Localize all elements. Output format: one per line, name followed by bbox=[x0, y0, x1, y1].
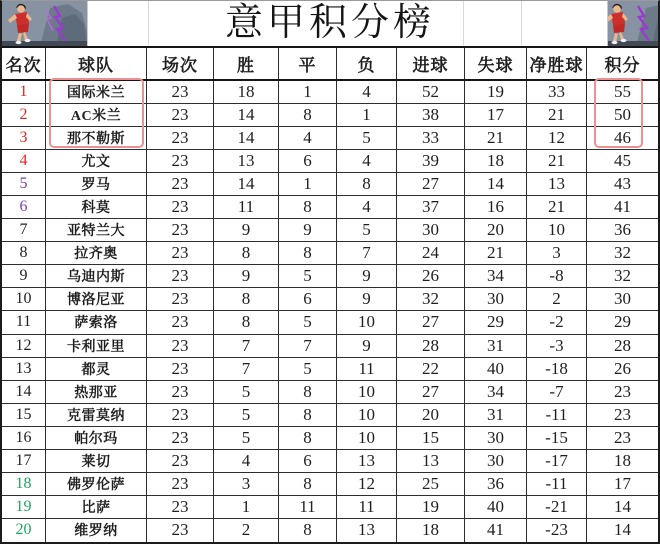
title-spacer bbox=[88, 1, 607, 46]
rank-cell: 8 bbox=[2, 242, 46, 265]
rank-cell: 6 bbox=[2, 196, 46, 219]
played-cell: 23 bbox=[147, 335, 214, 358]
table-row bbox=[2, 288, 658, 311]
team-cell: 都灵 bbox=[46, 358, 147, 381]
points-cell: 26 bbox=[587, 358, 658, 381]
goal_diff-cell: -23 bbox=[527, 519, 587, 542]
rank-cell: 5 bbox=[2, 173, 46, 196]
draws-cell: 6 bbox=[279, 150, 337, 173]
rank-cell: 20 bbox=[2, 519, 46, 542]
wins-cell: 3 bbox=[214, 473, 279, 496]
table-row bbox=[2, 519, 658, 542]
goals_for-cell: 19 bbox=[397, 496, 465, 519]
goals_against-cell: 30 bbox=[465, 288, 527, 311]
draws-cell: 1 bbox=[279, 173, 337, 196]
played-cell: 23 bbox=[147, 288, 214, 311]
rank-cell: 3 bbox=[2, 127, 46, 150]
played-cell: 23 bbox=[147, 450, 214, 473]
played-cell: 23 bbox=[147, 127, 214, 150]
wins-cell: 4 bbox=[214, 450, 279, 473]
points-cell: 14 bbox=[587, 496, 658, 519]
goal_diff-cell: -21 bbox=[527, 496, 587, 519]
table-row bbox=[2, 219, 658, 242]
team-cell: 乌迪内斯 bbox=[46, 265, 147, 288]
column-header-wins: 胜 bbox=[214, 48, 279, 79]
played-cell: 23 bbox=[147, 404, 214, 427]
played-cell: 23 bbox=[147, 81, 214, 104]
played-cell: 23 bbox=[147, 496, 214, 519]
table-row bbox=[2, 173, 658, 196]
goals_for-cell: 27 bbox=[397, 173, 465, 196]
table-row bbox=[2, 381, 658, 404]
played-cell: 23 bbox=[147, 242, 214, 265]
losses-cell: 10 bbox=[337, 404, 397, 427]
goals_against-cell: 40 bbox=[465, 496, 527, 519]
goal_diff-cell: -11 bbox=[527, 404, 587, 427]
table-row bbox=[2, 335, 658, 358]
table-header bbox=[2, 48, 658, 81]
goal_diff-cell: -18 bbox=[527, 358, 587, 381]
goal_diff-cell: 21 bbox=[527, 150, 587, 173]
rank-cell: 16 bbox=[2, 427, 46, 450]
wins-cell: 7 bbox=[214, 335, 279, 358]
played-cell: 23 bbox=[147, 104, 214, 127]
table-row bbox=[2, 404, 658, 427]
wins-cell: 8 bbox=[214, 288, 279, 311]
losses-cell: 4 bbox=[337, 150, 397, 173]
goal_diff-cell: 21 bbox=[527, 104, 587, 127]
goals_for-cell: 18 bbox=[397, 519, 465, 542]
played-cell: 23 bbox=[147, 173, 214, 196]
losses-cell: 9 bbox=[337, 288, 397, 311]
rank-cell: 14 bbox=[2, 381, 46, 404]
points-cell: 29 bbox=[587, 311, 658, 334]
goals_against-cell: 16 bbox=[465, 196, 527, 219]
basketball-artwork-image-left bbox=[2, 1, 88, 46]
wins-cell: 14 bbox=[214, 173, 279, 196]
goal_diff-cell: 12 bbox=[527, 127, 587, 150]
wins-cell: 11 bbox=[214, 196, 279, 219]
goal_diff-cell: 33 bbox=[527, 81, 587, 104]
goals_for-cell: 52 bbox=[397, 81, 465, 104]
team-cell: 那不勒斯 bbox=[46, 127, 147, 150]
goals_for-cell: 26 bbox=[397, 265, 465, 288]
goals_for-cell: 32 bbox=[397, 288, 465, 311]
points-cell: 50 bbox=[587, 104, 658, 127]
goals_against-cell: 31 bbox=[465, 335, 527, 358]
wins-cell: 5 bbox=[214, 427, 279, 450]
goals_against-cell: 21 bbox=[465, 127, 527, 150]
goals_against-cell: 20 bbox=[465, 219, 527, 242]
draws-cell: 6 bbox=[279, 450, 337, 473]
gridline bbox=[148, 1, 149, 45]
rank-cell: 4 bbox=[2, 150, 46, 173]
goals_against-cell: 29 bbox=[465, 311, 527, 334]
goal_diff-cell: 3 bbox=[527, 242, 587, 265]
goals_for-cell: 20 bbox=[397, 404, 465, 427]
draws-cell: 11 bbox=[279, 496, 337, 519]
played-cell: 23 bbox=[147, 381, 214, 404]
title-row bbox=[2, 1, 658, 48]
team-cell: 拉齐奥 bbox=[46, 242, 147, 265]
goals_against-cell: 21 bbox=[465, 242, 527, 265]
played-cell: 23 bbox=[147, 265, 214, 288]
team-cell: 热那亚 bbox=[46, 381, 147, 404]
wins-cell: 1 bbox=[214, 496, 279, 519]
played-cell: 23 bbox=[147, 311, 214, 334]
draws-cell: 1 bbox=[279, 81, 337, 104]
team-cell: AC米兰 bbox=[46, 104, 147, 127]
points-cell: 43 bbox=[587, 173, 658, 196]
rank-cell: 2 bbox=[2, 104, 46, 127]
gridline bbox=[463, 1, 464, 45]
points-cell: 55 bbox=[587, 81, 658, 104]
rank-cell: 17 bbox=[2, 450, 46, 473]
goals_against-cell: 31 bbox=[465, 404, 527, 427]
goal_diff-cell: -2 bbox=[527, 311, 587, 334]
points-cell: 14 bbox=[614, 520, 631, 540]
goals_for-cell: 13 bbox=[397, 450, 465, 473]
points-cell: 17 bbox=[587, 473, 658, 496]
goals_for-cell: 28 bbox=[397, 335, 465, 358]
table-row bbox=[2, 104, 658, 127]
rank-cell: 13 bbox=[2, 358, 46, 381]
draws-cell: 9 bbox=[279, 219, 337, 242]
draws-cell: 8 bbox=[279, 404, 337, 427]
column-header-draws: 平 bbox=[279, 48, 337, 79]
points-cell: 23 bbox=[587, 404, 658, 427]
table-row bbox=[2, 473, 658, 496]
draws-cell: 8 bbox=[279, 427, 337, 450]
goals_for-cell: 38 bbox=[397, 104, 465, 127]
goals_against-cell: 30 bbox=[465, 427, 527, 450]
table-row bbox=[2, 358, 658, 381]
losses-cell: 5 bbox=[337, 219, 397, 242]
goals_for-cell: 27 bbox=[397, 311, 465, 334]
table-row bbox=[2, 450, 658, 473]
draws-cell: 8 bbox=[279, 242, 337, 265]
team-cell: 佛罗伦萨 bbox=[46, 473, 147, 496]
table-body bbox=[2, 81, 658, 542]
team-cell: 国际米兰 bbox=[46, 81, 147, 104]
wins-cell: 14 bbox=[214, 127, 279, 150]
wins-cell: 9 bbox=[214, 219, 279, 242]
table-row bbox=[2, 150, 658, 173]
goals_for-cell: 24 bbox=[397, 242, 465, 265]
wins-cell: 18 bbox=[214, 81, 279, 104]
goals_for-cell: 15 bbox=[397, 427, 465, 450]
losses-cell: 1 bbox=[337, 104, 397, 127]
table-row bbox=[2, 311, 658, 334]
goal_diff-cell: -17 bbox=[527, 450, 587, 473]
column-header-team: 球队 bbox=[46, 48, 147, 79]
played-cell: 23 bbox=[147, 196, 214, 219]
points-cell: 18 bbox=[587, 450, 658, 473]
points-cell: 28 bbox=[587, 335, 658, 358]
team-cell: 克雷莫纳 bbox=[46, 404, 147, 427]
points-cell: 46 bbox=[587, 127, 658, 150]
wins-cell: 2 bbox=[214, 519, 279, 542]
played-cell: 23 bbox=[147, 219, 214, 242]
page-title: 意甲积分榜 bbox=[224, 2, 435, 44]
goals_against-cell: 34 bbox=[465, 381, 527, 404]
goals_against-cell: 19 bbox=[465, 81, 527, 104]
team-cell: 尤文 bbox=[46, 150, 147, 173]
goals_against-cell: 40 bbox=[465, 358, 527, 381]
draws-cell: 8 bbox=[279, 381, 337, 404]
draws-cell: 4 bbox=[279, 127, 337, 150]
table-row bbox=[2, 81, 658, 104]
goals_against-cell: 17 bbox=[465, 104, 527, 127]
goal_diff-cell: 10 bbox=[527, 219, 587, 242]
team-cell: 帕尔玛 bbox=[46, 427, 147, 450]
rank-cell: 9 bbox=[2, 265, 46, 288]
column-header-goals_for: 进球 bbox=[397, 48, 465, 79]
wins-cell: 8 bbox=[214, 242, 279, 265]
wins-cell: 8 bbox=[214, 311, 279, 334]
wins-cell: 14 bbox=[214, 104, 279, 127]
goal_diff-cell: -8 bbox=[527, 265, 587, 288]
goal_diff-cell: -15 bbox=[527, 427, 587, 450]
team-cell: 卡利亚里 bbox=[46, 335, 147, 358]
goal_diff-cell: -3 bbox=[527, 335, 587, 358]
column-header-goal_diff: 净胜球 bbox=[527, 48, 587, 79]
column-header-losses: 负 bbox=[337, 48, 397, 79]
points-cell: 32 bbox=[587, 265, 658, 288]
goals_for-cell: 33 bbox=[397, 127, 465, 150]
table-row bbox=[2, 127, 658, 150]
rank-cell: 11 bbox=[2, 311, 46, 334]
goal_diff-cell: -7 bbox=[527, 381, 587, 404]
rank-cell: 1 bbox=[2, 81, 46, 104]
points-cell: 36 bbox=[587, 219, 658, 242]
goals_for-cell: 22 bbox=[397, 358, 465, 381]
team-cell: 比萨 bbox=[46, 496, 147, 519]
team-cell: 博洛尼亚 bbox=[46, 288, 147, 311]
draws-cell: 8 bbox=[279, 519, 337, 542]
losses-cell: 5 bbox=[337, 127, 397, 150]
table-row bbox=[2, 427, 658, 450]
losses-cell: 11 bbox=[337, 358, 397, 381]
goal_diff-cell: 21 bbox=[527, 196, 587, 219]
draws-cell: 5 bbox=[279, 265, 337, 288]
played-cell: 23 bbox=[147, 150, 214, 173]
column-header-rank: 名次 bbox=[2, 48, 46, 79]
points-cell: 32 bbox=[587, 242, 658, 265]
column-header-played: 场次 bbox=[147, 48, 214, 79]
losses-cell: 10 bbox=[337, 311, 397, 334]
goals_against-cell: 41 bbox=[465, 519, 527, 542]
played-cell: 23 bbox=[147, 427, 214, 450]
losses-cell: 4 bbox=[337, 196, 397, 219]
losses-cell: 4 bbox=[337, 81, 397, 104]
losses-cell: 9 bbox=[337, 265, 397, 288]
draws-cell: 7 bbox=[279, 335, 337, 358]
losses-cell: 10 bbox=[337, 381, 397, 404]
goal_diff-cell: 2 bbox=[527, 288, 587, 311]
losses-cell: 10 bbox=[337, 427, 397, 450]
points-cell: 23 bbox=[587, 381, 658, 404]
team-cell: 科莫 bbox=[46, 196, 147, 219]
points-cell: 30 bbox=[587, 288, 658, 311]
wins-cell: 7 bbox=[214, 358, 279, 381]
rank-cell: 12 bbox=[2, 335, 46, 358]
table-row bbox=[2, 496, 658, 519]
goal_diff-cell: -11 bbox=[527, 473, 587, 496]
goals_for-cell: 27 bbox=[397, 381, 465, 404]
column-header-points: 积分 bbox=[604, 56, 641, 75]
column-header-goals_against: 失球 bbox=[465, 48, 527, 79]
table-row bbox=[2, 196, 658, 219]
team-cell: 莱切 bbox=[46, 450, 147, 473]
goals_for-cell: 37 bbox=[397, 196, 465, 219]
draws-cell: 5 bbox=[279, 311, 337, 334]
played-cell: 23 bbox=[147, 519, 214, 542]
points-cell: 45 bbox=[587, 150, 658, 173]
goals_for-cell: 30 bbox=[397, 219, 465, 242]
rank-cell: 10 bbox=[2, 288, 46, 311]
losses-cell: 13 bbox=[337, 519, 397, 542]
losses-cell: 12 bbox=[337, 473, 397, 496]
goals_against-cell: 36 bbox=[465, 473, 527, 496]
team-cell: 萨索洛 bbox=[46, 311, 147, 334]
wins-cell: 9 bbox=[214, 265, 279, 288]
wins-cell: 13 bbox=[214, 150, 279, 173]
goals_for-cell: 25 bbox=[397, 473, 465, 496]
team-cell: 维罗纳 bbox=[46, 519, 147, 542]
table-row bbox=[2, 265, 658, 288]
draws-cell: 8 bbox=[279, 196, 337, 219]
wins-cell: 5 bbox=[214, 381, 279, 404]
losses-cell: 7 bbox=[337, 242, 397, 265]
rank-cell: 19 bbox=[2, 496, 46, 519]
gridline bbox=[521, 1, 522, 45]
played-cell: 23 bbox=[147, 473, 214, 496]
points-cell: 23 bbox=[587, 427, 658, 450]
team-cell: 亚特兰大 bbox=[46, 219, 147, 242]
goals_for-cell: 39 bbox=[397, 150, 465, 173]
rank-cell: 15 bbox=[2, 404, 46, 427]
goals_against-cell: 34 bbox=[465, 265, 527, 288]
basketball-artwork-image-right bbox=[607, 1, 658, 46]
losses-cell: 9 bbox=[337, 335, 397, 358]
losses-cell: 8 bbox=[337, 173, 397, 196]
points-cell: 41 bbox=[587, 196, 658, 219]
played-cell: 23 bbox=[147, 358, 214, 381]
losses-cell: 13 bbox=[337, 450, 397, 473]
table-row bbox=[2, 242, 658, 265]
goals_against-cell: 14 bbox=[465, 173, 527, 196]
wins-cell: 5 bbox=[214, 404, 279, 427]
goals_against-cell: 18 bbox=[465, 150, 527, 173]
goals_against-cell: 30 bbox=[465, 450, 527, 473]
losses-cell: 11 bbox=[337, 496, 397, 519]
team-cell: 罗马 bbox=[46, 173, 147, 196]
goal_diff-cell: 13 bbox=[527, 173, 587, 196]
draws-cell: 8 bbox=[279, 473, 337, 496]
rank-cell: 18 bbox=[2, 473, 46, 496]
draws-cell: 8 bbox=[279, 104, 337, 127]
rank-cell: 7 bbox=[2, 219, 46, 242]
draws-cell: 5 bbox=[279, 358, 337, 381]
draws-cell: 6 bbox=[279, 288, 337, 311]
